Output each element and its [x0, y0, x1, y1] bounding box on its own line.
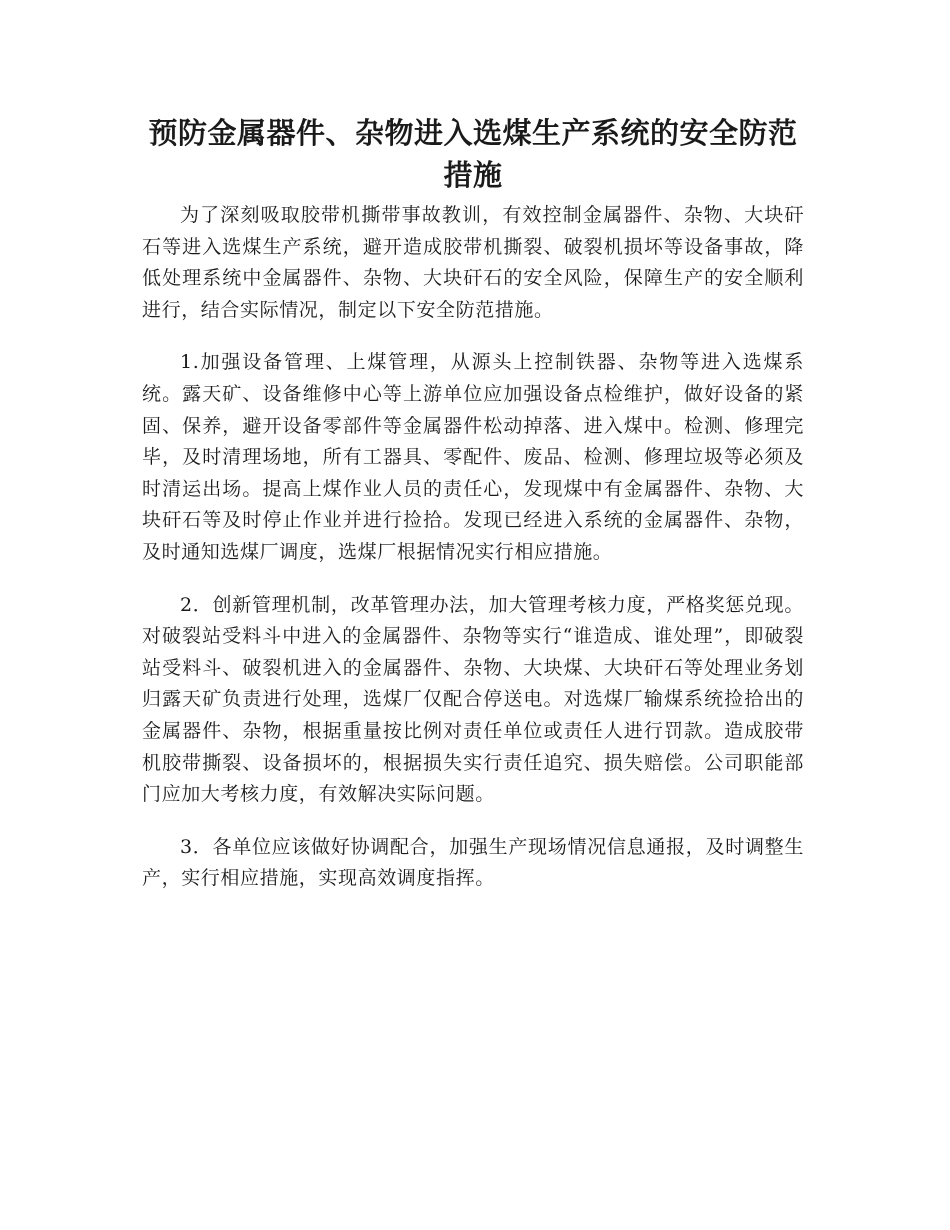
paragraph-intro: 为了深刻吸取胶带机撕带事故教训，有效控制金属器件、杂物、大块矸石等进入选煤生产系统，避开造成胶带机撕裂、破裂机损坏等设备事故，降低处理系统中金属器件、杂物、大块矸石的安全风险，保障生产的安全顺利进行，结合实际情况，制定以下安全防范措施。	[142, 204, 804, 321]
paragraph-item-2: 2．创新管理机制，改革管理办法，加大管理考核力度，严格奖惩兑现。对破裂站受料斗中进入的金属器件、杂物等实行“谁造成、谁处理”，即破裂站受料斗、破裂机进入的金属器件、杂物、大块煤、大块矸石等处理业务划归露天矿负责进行处理，选煤厂仅配合停送电。对选煤厂输煤系统捡拾出的金属器件、杂物，根据重量按比例对责任单位或责任人进行罚款。造成胶带机胶带撕裂、设备损坏的，根据损失实行责任追究、损失赔偿。公司职能部门应加大考核力度，有效解决实际问题。	[142, 593, 804, 806]
document-title: 预防金属器件、杂物进入选煤生产系统的安全防范措施	[148, 116, 798, 192]
paragraph-item-1: 1.加强设备管理、上煤管理，从源头上控制铁器、杂物等进入选煤系统。露天矿、设备维修中心等上游单位应加强设备点检维护，做好设备的紧固、保养，避开设备零部件等金属器件松动掉落、进入煤中。检测、修理完毕，及时清理场地，所有工器具、零配件、废品、检测、修理垃圾等必须及时清运出场。提高上煤作业人员的责任心，发现煤中有金属器件、杂物、大块矸石等及时停止作业并进行捡拾。发现已经进入系统的金属器件、杂物，及时通知选煤厂调度，选煤厂根据情况实行相应措施。	[142, 351, 804, 563]
paragraph-item-3: 3．各单位应该做好协调配合，加强生产现场情况信息通报，及时调整生产，实行相应措施，实现高效调度指挥。	[142, 835, 804, 890]
document-page	[142, 112, 804, 916]
